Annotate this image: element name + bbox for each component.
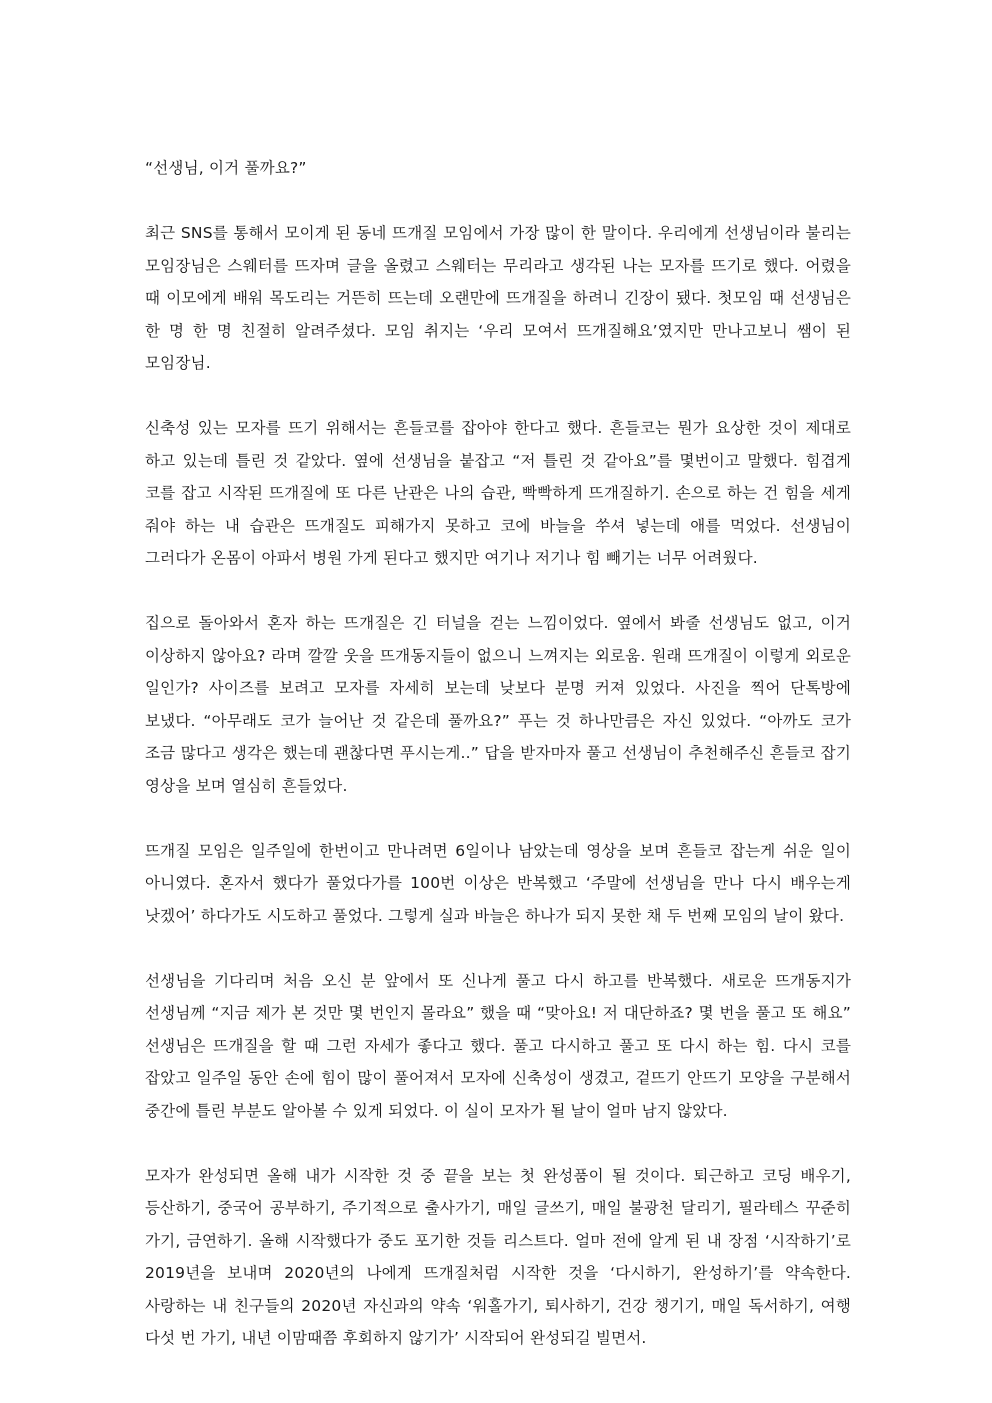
paragraph-4: 뜨개질 모임은 일주일에 한번이고 만나려면 6일이나 남았는데 영상을 보며 흔들코 잡는게 쉬운 일이 아니였다. 혼자서 했다가 풀었다가를 100번 이상은 반복했고 ‘주말에 선생님을 만나 다시 배우는게 낫겠어’ 하다가도 시도하고 풀었다. 그렇게 실과 바늘은 하나가 되지 못한 채 두 번째 모임의 날이 왔다. (145, 841, 851, 925)
paragraph-3: 집으로 돌아와서 혼자 하는 뜨개질은 긴 터널을 걷는 느낌이었다. 옆에서 봐줄 선생님도 없고, 이거 이상하지 않아요? 라며 깔깔 웃을 뜨개동지들이 없으니 느껴지는 외로움. 원래 뜨개질이 이렇게 외로운 일인가? 사이즈를 보려고 모자를 자세히 보는데 낮보다 분명 커져 있었다. 사진을 찍어 단톡방에 보냈다. “아무래도 코가 늘어난 것 같은데 풀까요?” 푸는 것 하나만큼은 자신 있었다. “아까도 코가 조금 많다고 생각은 했는데 괜찮다면 푸시는게..” 답을 받자마자 풀고 선생님이 추천해주신 흔들코 잡기 영상을 보며 열심히 흔들었다. (145, 614, 851, 795)
paragraph-1: 최근 SNS를 통해서 모이게 된 동네 뜨개질 모임에서 가장 많이 한 말이다. 우리에게 선생님이라 불리는 모임장님은 스웨터를 뜨자며 글을 올렸고 스웨터는 무리라고 생각된 나는 모자를 뜨기로 했다. 어렸을 때 이모에게 배워 목도리는 거뜬히 뜨는데 오랜만에 뜨개질을 하려니 긴장이 됐다. 첫모임 때 선생님은 한 명 한 명 친절히 알려주셨다. 모임 취지는 ‘우리 모여서 뜨개질해요’였지만 만나고보니 쌤이 된 모임장님. (145, 224, 851, 372)
paragraph-6: 모자가 완성되면 올해 내가 시작한 것 중 끝을 보는 첫 완성품이 될 것이다. 퇴근하고 코딩 배우기, 등산하기, 중국어 공부하기, 주기적으로 출사가기, 매일 글쓰기, 매일 불광천 달리기, 필라테스 꾸준히 가기, 금연하기. 올해 시작했다가 중도 포기한 것들 리스트다. 얼마 전에 알게 된 내 장점 ‘시작하기’로 2019년을 보내며 2020년의 나에게 뜨개질처럼 시작한 것을 ‘다시하기, 완성하기’를 약속한다. 사랑하는 내 친구들의 2020년 자신과의 약속 ‘워홀가기, 퇴사하기, 건강 챙기기, 매일 독서하기, 여행 다섯 번 가기, 내년 이맘때쯤 후회하지 않기가’ 시작되어 완성되길 빌면서. (145, 1166, 851, 1347)
paragraph-2: 신축성 있는 모자를 뜨기 위해서는 흔들코를 잡아야 한다고 했다. 흔들코는 뭔가 요상한 것이 제대로 하고 있는데 틀린 것 같았다. 옆에 선생님을 붙잡고 “저 틀린 것 같아요”를 몇번이고 말했다. 힘겹게 코를 잡고 시작된 뜨개질에 또 다른 난관은 나의 습관, 빡빡하게 뜨개질하기. 손으로 하는 건 힘을 세게 줘야 하는 내 습관은 뜨개질도 피해가지 못하고 코에 바늘을 쑤셔 넣는데 애를 먹었다. 선생님이 그러다가 온몸이 아파서 병원 가게 된다고 했지만 여기나 저기나 힘 빼기는 너무 어려웠다. (145, 419, 851, 567)
document-page (145, 152, 851, 1387)
opening-quote: “선생님, 이거 풀까요?” (145, 159, 307, 177)
paragraph-5: 선생님을 기다리며 처음 오신 분 앞에서 또 신나게 풀고 다시 하고를 반복했다. 새로운 뜨개동지가 선생님께 “지금 제가 본 것만 몇 번인지 몰라요” 했을 때 “맞아요! 저 대단하죠? 몇 번을 풀고 또 해요” 선생님은 뜨개질을 할 때 그런 자세가 좋다고 했다. 풀고 다시하고 풀고 또 다시 하는 힘. 다시 코를 잡았고 일주일 동안 손에 힘이 많이 풀어져서 모자에 신축성이 생겼고, 겉뜨기 안뜨기 모양을 구분해서 중간에 틀린 부분도 알아볼 수 있게 되었다. 이 실이 모자가 될 날이 얼마 남지 않았다. (145, 971, 851, 1120)
